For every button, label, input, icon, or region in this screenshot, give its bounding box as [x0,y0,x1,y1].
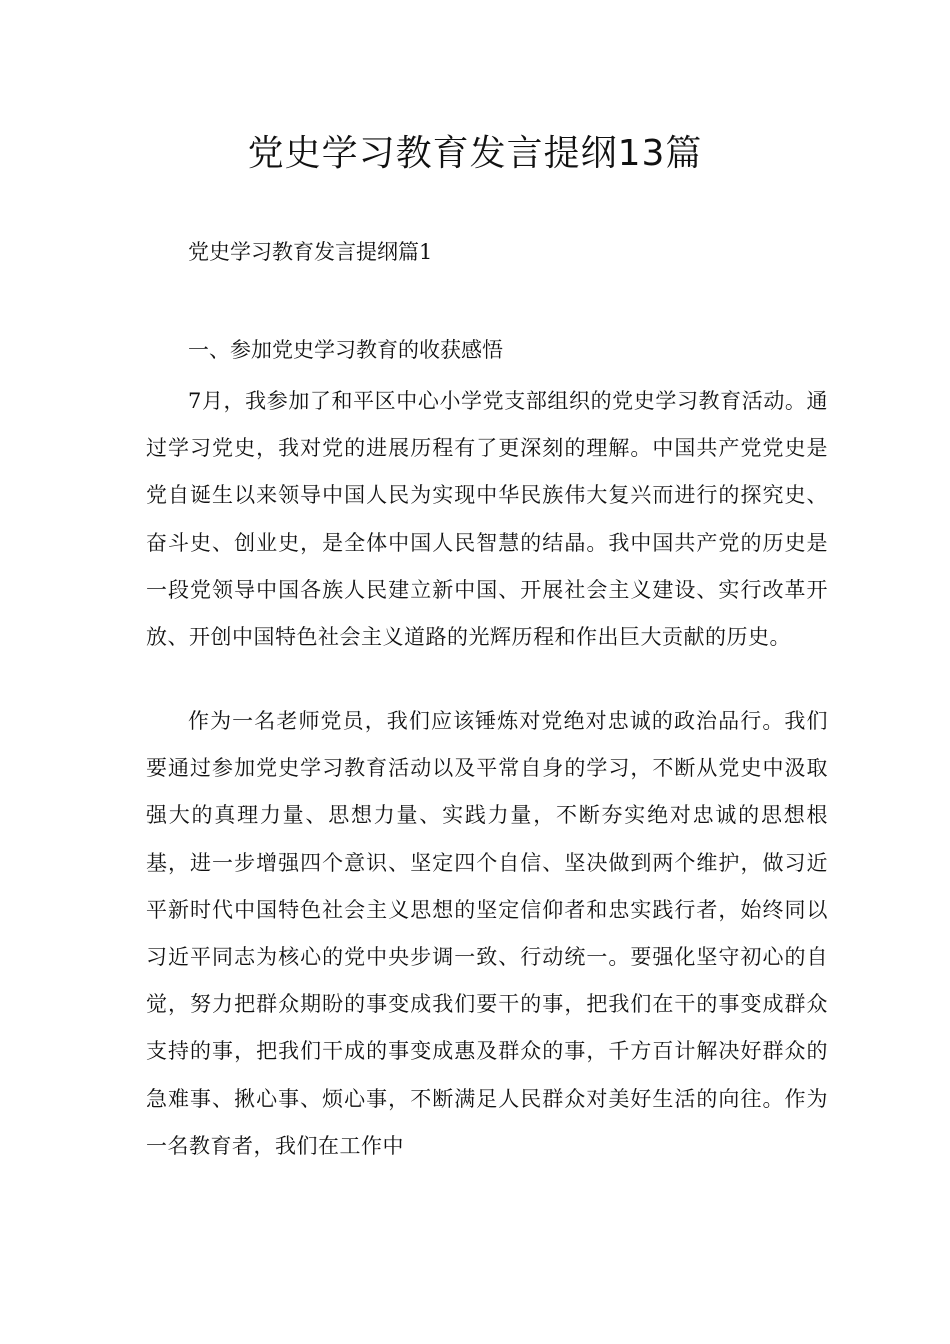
section-heading: 一、参加党史学习教育的收获感悟 [188,338,503,362]
body-paragraph: 7月，我参加了和平区中心小学党支部组织的党史学习教育活动。通过学习党史，我对党的进展历程有了更深刻的理解。中国共产党党史是党自诞生以来领导中国人民为实现中华民族伟大复兴而进行的探究史、奋斗史、创业史，是全体中国人民智慧的结晶。我中国共产党的历史是一段党领导中国各族人民建立新中国、开展社会主义建设、实行改革开放、开创中国特色社会主义道路的光辉历程和作出巨大贡献的历史。 [146,389,828,650]
document-title: 党史学习教育发言提纲13篇 [247,133,703,174]
body-paragraph: 作为一名老师党员，我们应该锤炼对党绝对忠诚的政治品行。我们要通过参加党史学习教育活动以及平常自身的学习，不断从党史中汲取强大的真理力量、思想力量、实践力量，不断夯实绝对忠诚的思想根基，进一步增强四个意识、坚定四个自信、坚决做到两个维护，做习近平新时代中国特色社会主义思想的坚定信仰者和忠实践行者，始终同以习近平同志为核心的党中央步调一致、行动统一。要强化坚守初心的自觉，努力把群众期盼的事变成我们要干的事，把我们在干的事变成群众支持的事，把我们干成的事变成惠及群众的事，千方百计解决好群众的急难事、揪心事、烦心事，不断满足人民群众对美好生活的向往。作为一名教育者，我们在工作中 [146,709,828,1158]
section-title: 党史学习教育发言提纲篇1 [188,240,433,264]
